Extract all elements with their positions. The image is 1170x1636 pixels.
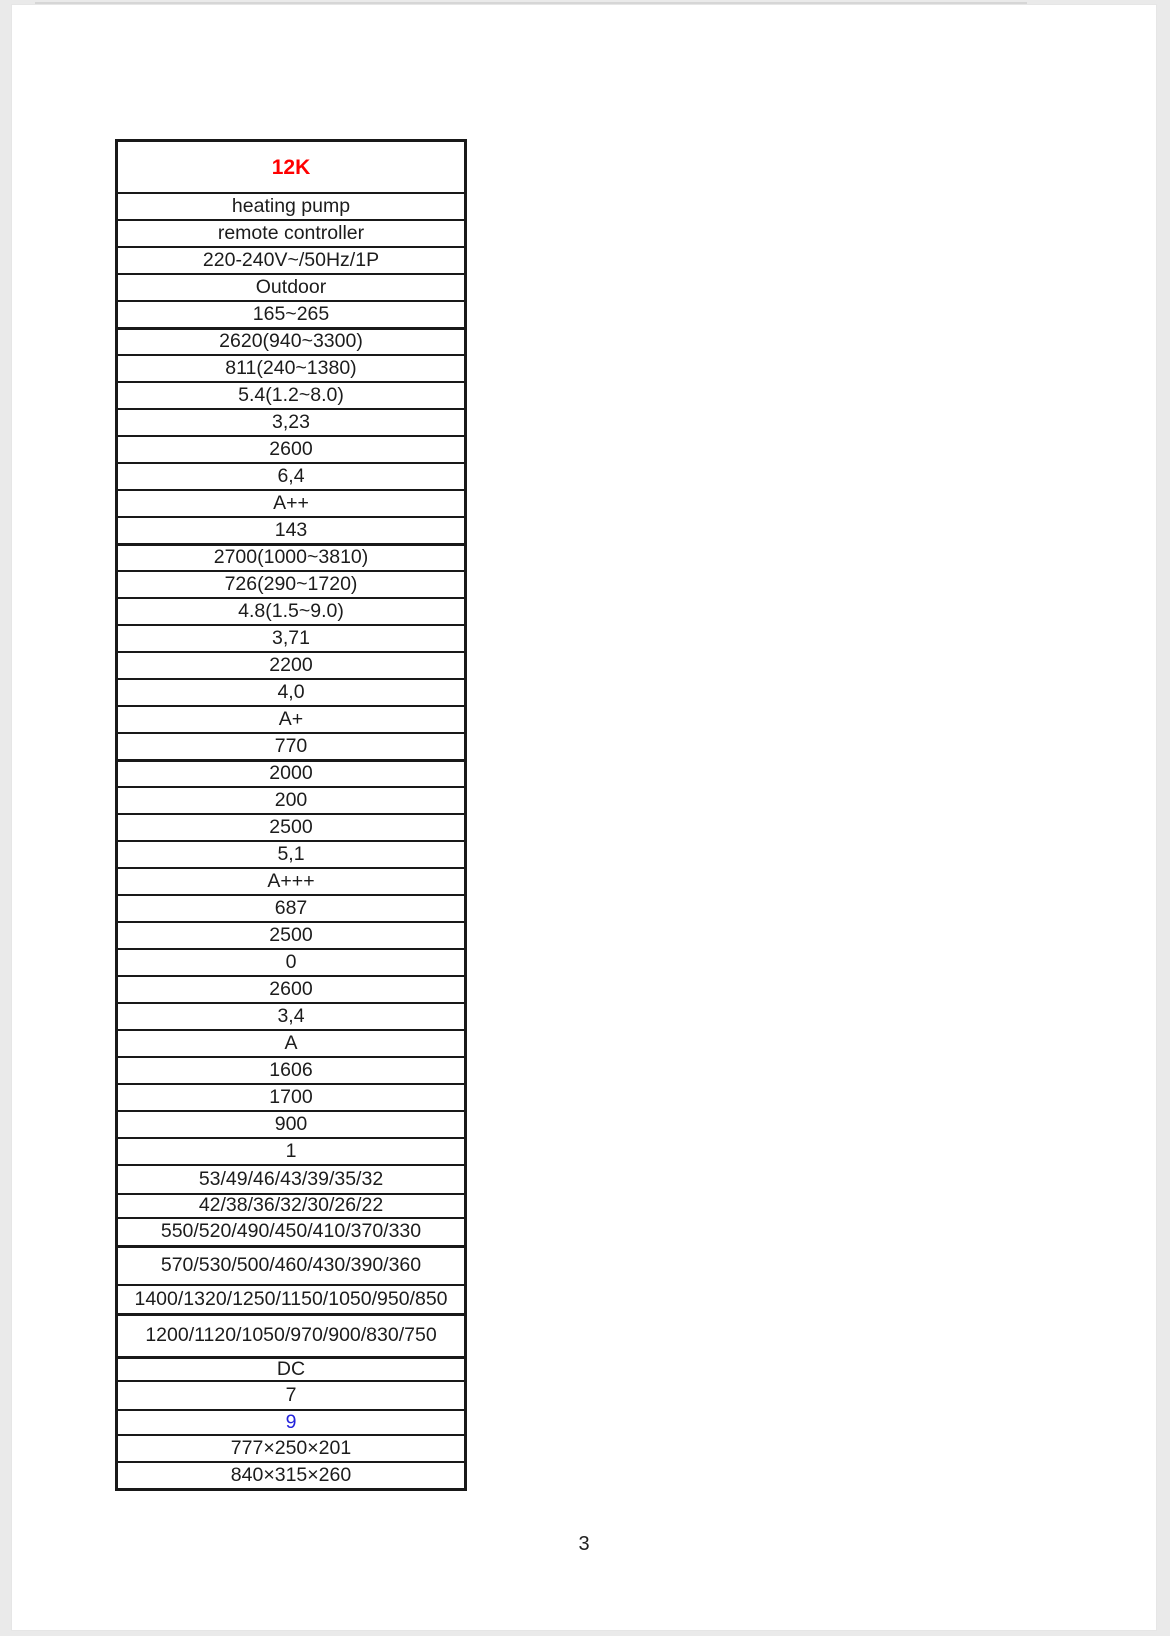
- table-row: [118, 435, 464, 462]
- table-row: [118, 273, 464, 300]
- table-row: [118, 1380, 464, 1409]
- table-cell-value: 1: [285, 1139, 297, 1162]
- table-cell-value: 220-240V~/50Hz/1P: [202, 248, 380, 271]
- table-cell-value: 9: [285, 1410, 297, 1433]
- table-row: [118, 543, 464, 570]
- table-row: [118, 1284, 464, 1313]
- table-cell-value: heating pump: [231, 194, 351, 217]
- table-cell-value: Outdoor: [255, 275, 327, 298]
- table-cell-value: 3,4: [277, 1004, 305, 1027]
- table-cell-value: 840×315×260: [230, 1463, 352, 1486]
- table-row: [118, 840, 464, 867]
- table-cell-value: 726(290~1720): [224, 572, 358, 595]
- table-cell-value: 811(240~1380): [225, 356, 357, 379]
- table-cell-value: 1200/1120/1050/970/900/830/750: [145, 1324, 437, 1347]
- table-row: [118, 462, 464, 489]
- table-cell-value: 7: [285, 1383, 297, 1406]
- table-header-model: 12K: [271, 155, 311, 179]
- table-cell-value: 1700: [269, 1085, 313, 1108]
- table-cell-value: A++: [273, 491, 309, 514]
- table-row: [118, 759, 464, 786]
- table-row: [118, 570, 464, 597]
- table-row: [118, 624, 464, 651]
- table-cell-value: 0: [285, 950, 297, 973]
- table-row: [118, 867, 464, 894]
- table-row: [118, 975, 464, 1002]
- table-cell-value: 2500: [269, 815, 313, 838]
- table-row: [118, 381, 464, 408]
- table-cell-value: 2600: [269, 437, 313, 460]
- table-row: [118, 1137, 464, 1164]
- table-row: [118, 1313, 464, 1356]
- table-row: [118, 813, 464, 840]
- table-row: [118, 732, 464, 759]
- table-row: [118, 1083, 464, 1110]
- table-cell-value: 4.8(1.5~9.0): [238, 599, 344, 622]
- table-cell-value: 53/49/46/43/39/35/32: [198, 1167, 384, 1190]
- table-row: [118, 1164, 464, 1193]
- table-cell-value: 200: [274, 788, 308, 811]
- table-row: [118, 705, 464, 732]
- table-cell-value: 5.4(1.2~8.0): [238, 383, 344, 406]
- table-row: [118, 516, 464, 543]
- table-row: [118, 219, 464, 246]
- table-row: [118, 1461, 464, 1488]
- table-row: [118, 1110, 464, 1137]
- table-row: [118, 921, 464, 948]
- table-cell-value: 42/38/36/32/30/26/22: [198, 1194, 384, 1217]
- table-row: [118, 1409, 464, 1434]
- table-cell-value: A+: [278, 707, 304, 730]
- table-cell-value: 900: [274, 1112, 308, 1135]
- table-row: [118, 408, 464, 435]
- table-cell-value: 687: [274, 896, 308, 919]
- table-row: [118, 1245, 464, 1284]
- table-row: [118, 1193, 464, 1217]
- table-row: [118, 192, 464, 219]
- table-row: [118, 1029, 464, 1056]
- page-number: 3: [578, 1533, 590, 1555]
- table-cell-value: 1400/1320/1250/1150/1050/950/850: [134, 1287, 448, 1310]
- table-cell-value: 2200: [269, 653, 313, 676]
- table-row: [118, 948, 464, 975]
- table-row: [118, 1434, 464, 1461]
- table-cell-value: 2000: [269, 762, 313, 785]
- spec-table: [115, 139, 467, 1491]
- table-cell-value: 570/530/500/460/430/390/360: [160, 1254, 422, 1277]
- table-cell-value: 2600: [269, 977, 313, 1000]
- table-row: [118, 651, 464, 678]
- table-row: [118, 300, 464, 327]
- table-cell-value: 777×250×201: [230, 1436, 352, 1459]
- table-row: [118, 597, 464, 624]
- table-cell-value: 5,1: [277, 842, 305, 865]
- table-row: [118, 1217, 464, 1245]
- table-cell-value: 3,71: [272, 626, 310, 649]
- table-row: [118, 489, 464, 516]
- table-row: [118, 354, 464, 381]
- table-cell-value: 550/520/490/450/410/370/330: [160, 1220, 422, 1243]
- table-cell-value: 6,4: [277, 464, 305, 487]
- table-row: [118, 786, 464, 813]
- table-cell-value: 2500: [269, 923, 313, 946]
- table-cell-value: 770: [274, 734, 308, 757]
- table-cell-value: 1606: [269, 1058, 313, 1081]
- table-row: [118, 1356, 464, 1380]
- table-cell-value: DC: [276, 1357, 306, 1380]
- table-cell-value: remote controller: [217, 221, 365, 244]
- table-row: [118, 1056, 464, 1083]
- table-cell-value: 4,0: [277, 680, 305, 703]
- table-row: [118, 1002, 464, 1029]
- table-row: [118, 246, 464, 273]
- table-cell-value: 165~265: [252, 302, 330, 325]
- table-row: [118, 894, 464, 921]
- table-cell-value: 2620(940~3300): [219, 330, 363, 353]
- table-cell-value: 3,23: [272, 410, 310, 433]
- table-cell-value: 143: [274, 518, 308, 541]
- table-cell-value: A: [284, 1031, 298, 1054]
- table-cell-value: 2700(1000~3810): [213, 546, 369, 569]
- document-page: [11, 4, 1157, 1631]
- table-row: [118, 678, 464, 705]
- table-row: [118, 327, 464, 354]
- table-cell-value: A+++: [267, 869, 315, 892]
